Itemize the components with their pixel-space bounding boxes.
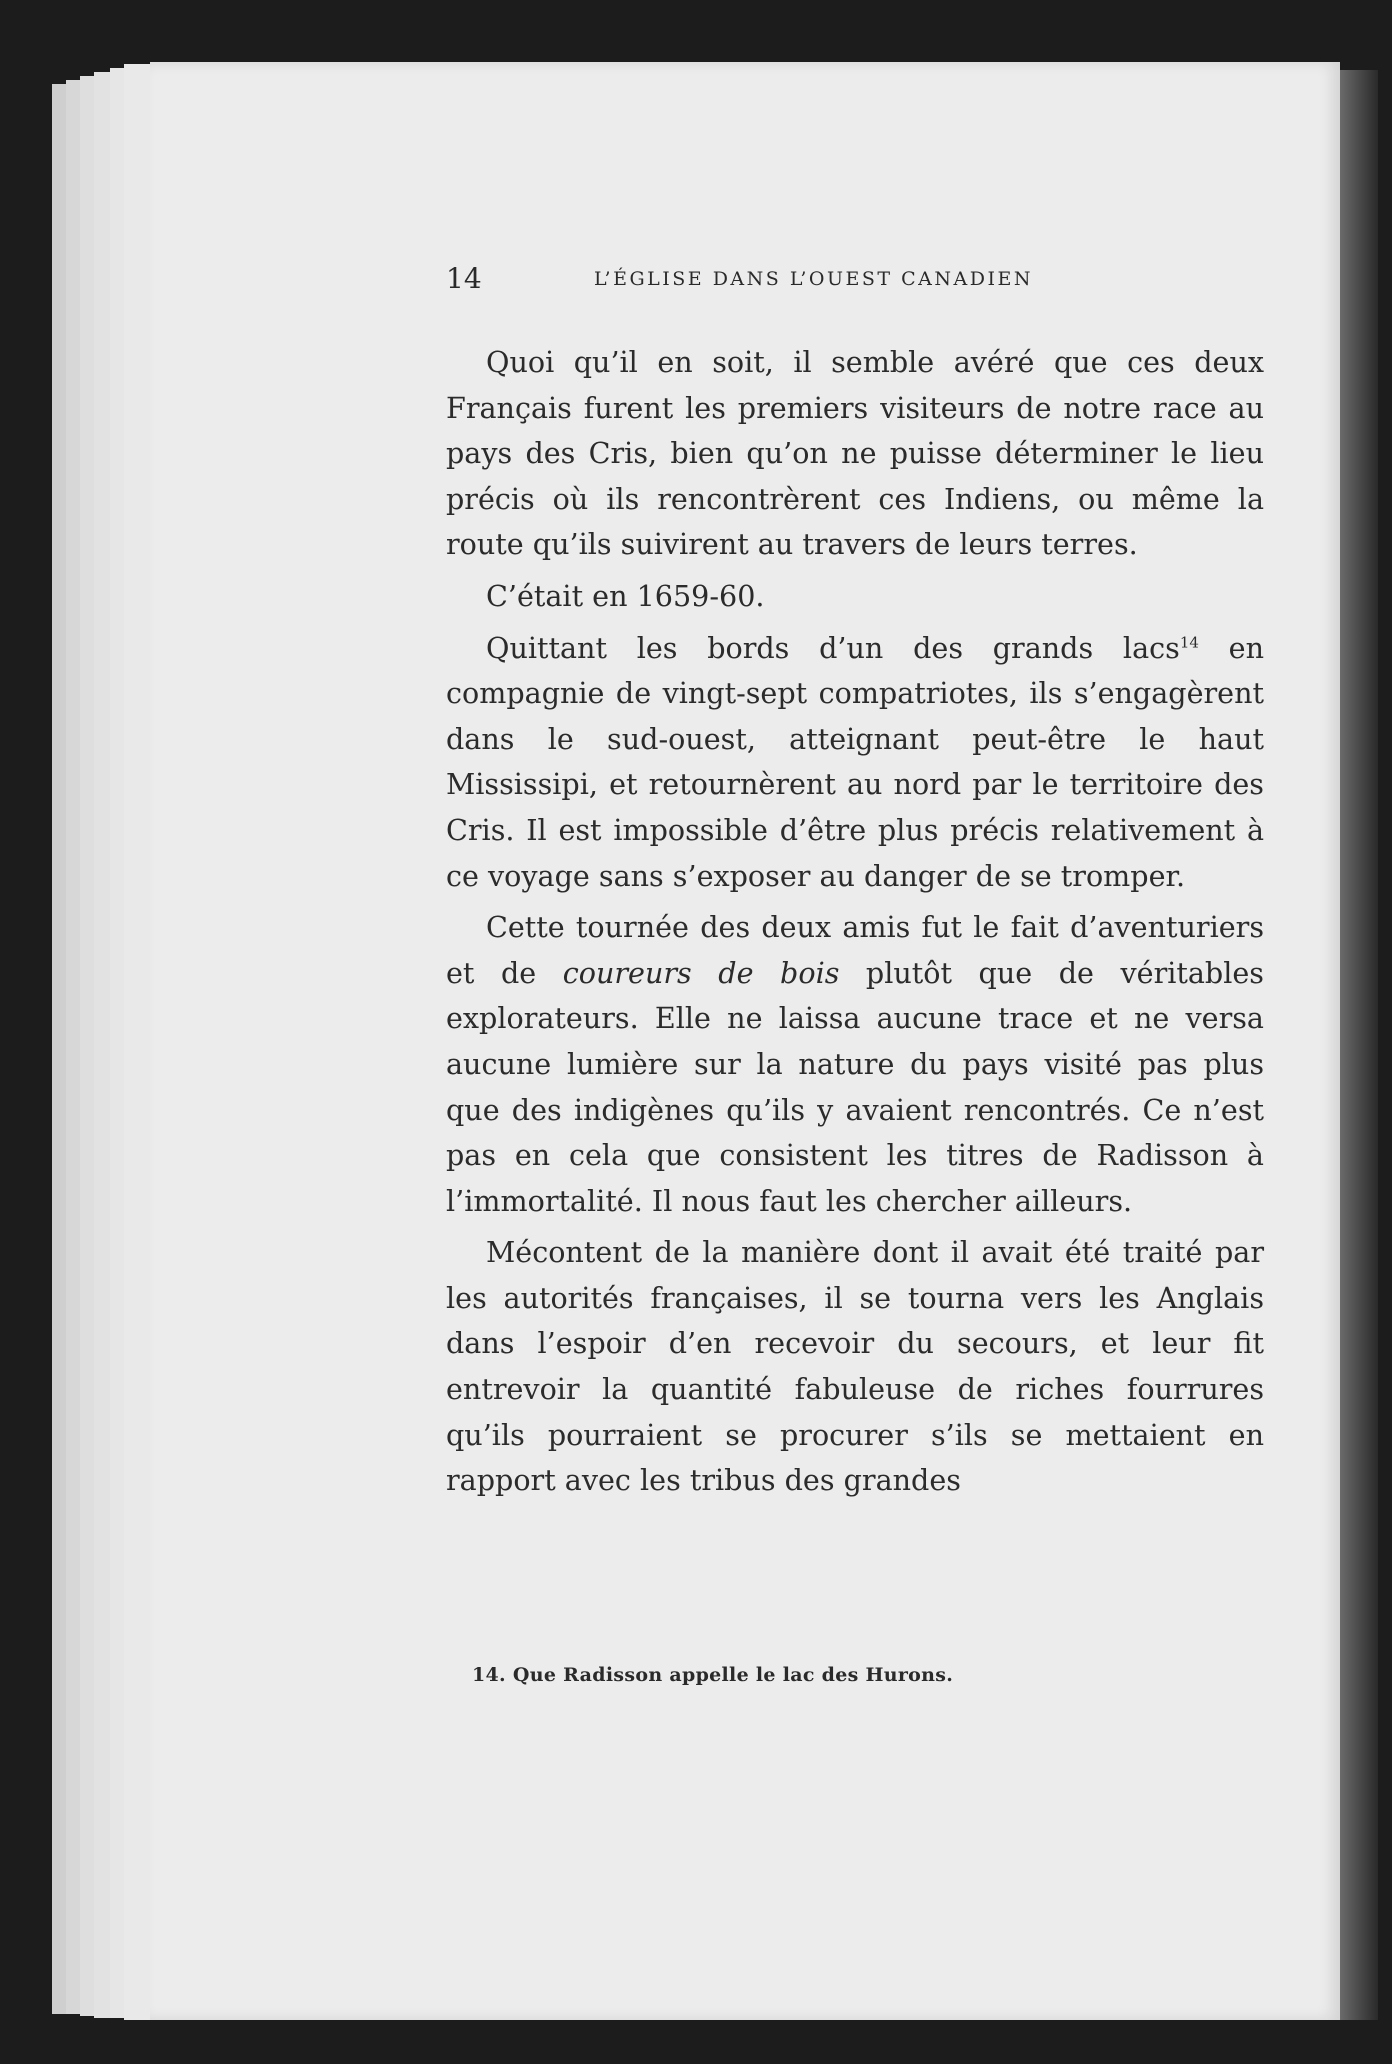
italic-phrase: coureurs de bois [562,955,840,990]
paragraph: Quoi qu’il en soit, il semble avéré que ces deux Français furent les premiers visiteurs de notre race au pays des Cris, bien qu’on ne puisse déterminer le lieu précis où ils rencontrèrent ces Indiens, ou même la route qu’ils suivirent au travers de leurs terres. [446,345,1264,562]
page-header [446,262,1260,302]
page-number: 14 [446,262,482,295]
paragraph [446,626,1264,900]
paragraph: Mécontent de la manière dont il avait été traité par les autorités françaises, il se tourna vers les Anglais dans l’espoir d’en recevoir du secours, et leur fit entrevoir la quantité fabuleuse de riches fourrures qu’ils pourraient se procurer s’ils se mettaient en rapport avec les tribus des grandes [446,1235,1264,1498]
paragraph: C’était en 1659-60. [486,578,765,613]
paragraph [446,905,1264,1224]
running-head: L’ÉGLISE DANS L’OUEST CANADIEN [594,268,1033,290]
paragraph-text: plutôt que de véritables explorateurs. Elle ne laissa aucune trace et ne versa aucune lumière sur la nature du pays visité pas plus que des indigènes qu’ils y avaient rencontrés. Ce n’est pas en cela que consistent les titres de Radisson à l’immortalité. Il nous faut les chercher ailleurs. [446,955,1264,1218]
paragraph-text: Quittant les bords d’un des grands lacs [486,630,1180,665]
footnote-reference: 14 [1179,633,1199,652]
footnote: 14. Que Radisson appelle le lac des Hurons. [472,1664,954,1686]
paragraph-text: Cette tournée des deux amis fut le fait d’aventuriers et de [446,910,1264,990]
paragraph-text: en compagnie de vingt-sept compatriotes, ils s’engagèrent dans le sud-ouest, atteignant peut-être le haut Mississipi, et retournèrent au nord par le territoire des Cris. Il est impossible d’être plus précis relativement à ce voyage sans s’exposer au danger de se tromper. [446,630,1265,893]
body-text [446,340,1264,1510]
binding-shadow [1338,70,1378,2020]
